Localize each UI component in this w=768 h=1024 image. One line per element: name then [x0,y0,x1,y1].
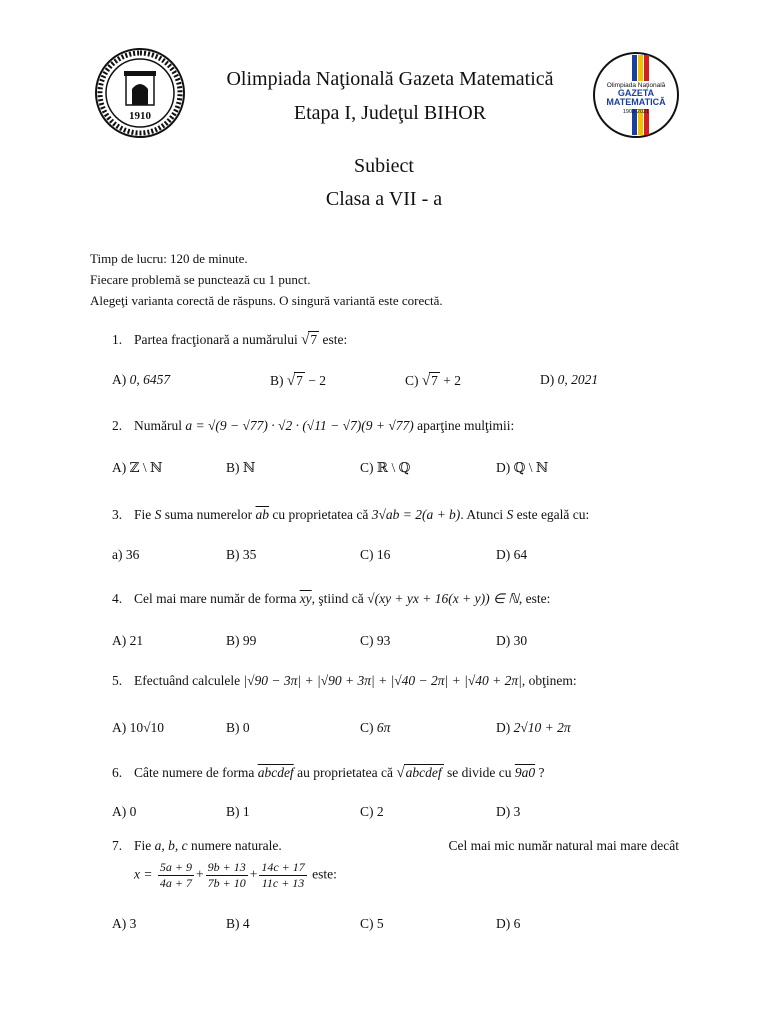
q1-option-c[interactable]: C) √7 + 2 [405,373,461,389]
q3-option-a[interactable]: a) 36 [112,547,140,562]
question-6: 6. Câte numere de forma abcdef au proprietatea că √abcdef se divide cu 9a0 ? [112,765,545,781]
q5-option-a[interactable]: A) 10√10 [112,720,165,735]
instruction-answer: Alegeţi varianta corectă de răspuns. O singură variantă este corectă. [90,293,443,308]
q6-option-b[interactable]: B) 1 [226,804,250,819]
q4-option-c[interactable]: C) 93 [360,633,391,648]
q5-option-c[interactable]: C) 6π [360,720,391,735]
question-1: 1. Partea fracţionară a numărului √7 este: [112,332,348,348]
q2-option-b[interactable]: B) ℕ [226,460,256,475]
q1-option-a[interactable]: A) 0, 6457 [112,372,171,387]
instruction-points: Fiecare problemă se punctează cu 1 punct. [90,272,311,287]
q5-option-d[interactable]: D) 2√10 + 2π [496,720,571,735]
logo-gazeta-label: GAZETA [617,88,655,98]
stage-county: Etapa I, Judeţul BIHOR [293,102,487,124]
subject-title: Subiect [354,155,414,177]
grade-title: Clasa a VII - a [325,188,443,210]
q2-option-c[interactable]: C) ℝ \ ℚ [360,460,411,475]
q5-option-b[interactable]: B) 0 [226,720,250,735]
society-seal-logo [94,47,186,139]
logo-matematica-label: MATEMATICĂ [606,97,666,107]
q2-option-a[interactable]: A) ℤ \ ℕ [112,460,163,475]
q7-option-c[interactable]: C) 5 [360,916,384,931]
q3-option-b[interactable]: B) 35 [226,547,257,562]
q7-option-d[interactable]: D) 6 [496,916,521,931]
q2-option-d[interactable]: D) ℚ \ ℕ [496,460,549,475]
q3-option-c[interactable]: C) 16 [360,547,391,562]
q3-option-d[interactable]: D) 64 [496,547,528,562]
q6-option-c[interactable]: C) 2 [360,804,384,819]
question-7-line1: 7. Fie a, b, c numere naturale. Cel mai mic număr natural mai mare decât [112,838,679,853]
q7-option-a[interactable]: A) 3 [112,916,137,931]
q1-option-d[interactable]: D) 0, 2021 [540,372,599,387]
instruction-time: Timp de lucru: 120 de minute. [90,251,248,266]
question-3: 3. Fie S suma numerelor $\overline{ab}$ cu proprietatea că 3√ab = 2(a + b). Atunci S este egală cu: [112,507,590,522]
q4-option-a[interactable]: A) 21 [112,633,144,648]
logo-olympiad-label: Olimpiada Naţională [606,82,666,89]
q7-option-b[interactable]: B) 4 [226,916,250,931]
seal-year: 1910 [129,110,151,122]
question-7-line2: x = $\frac{5a + 9}{4a + 7}$ + $\frac{9b + 13}{7b + 10}$ + $\frac{14c + 17}{11c + 13}$ este: [134,860,337,890]
question-5: 5. Efectuând calculele |√90 − 3π| + |√90 + 3π| + |√40 − 2π| + |√40 + 2π|, obţinem: [112,673,577,688]
q1-option-b[interactable]: B) √7 − 2 [270,373,326,389]
olympiad-title: Olimpiada Naţională Gazeta Matematică [226,68,554,90]
logo-years-label: 1902-2021 [622,109,650,115]
gazeta-matematica-logo [592,51,680,139]
q4-option-d[interactable]: D) 30 [496,633,528,648]
question-2: 2. Numărul a = √(9 − √77) · √2 · (√11 − √7)(9 + √77) aparţine mulţimii: [112,418,515,433]
q6-option-d[interactable]: D) 3 [496,804,521,819]
question-4: 4. Cel mai mare număr de forma $\overline{xy}$, ştiind că √(xy + yx + 16(x + y)) ∈ ℕ, este: [112,591,551,606]
q4-option-b[interactable]: B) 99 [226,633,257,648]
q6-option-a[interactable]: A) 0 [112,804,137,819]
